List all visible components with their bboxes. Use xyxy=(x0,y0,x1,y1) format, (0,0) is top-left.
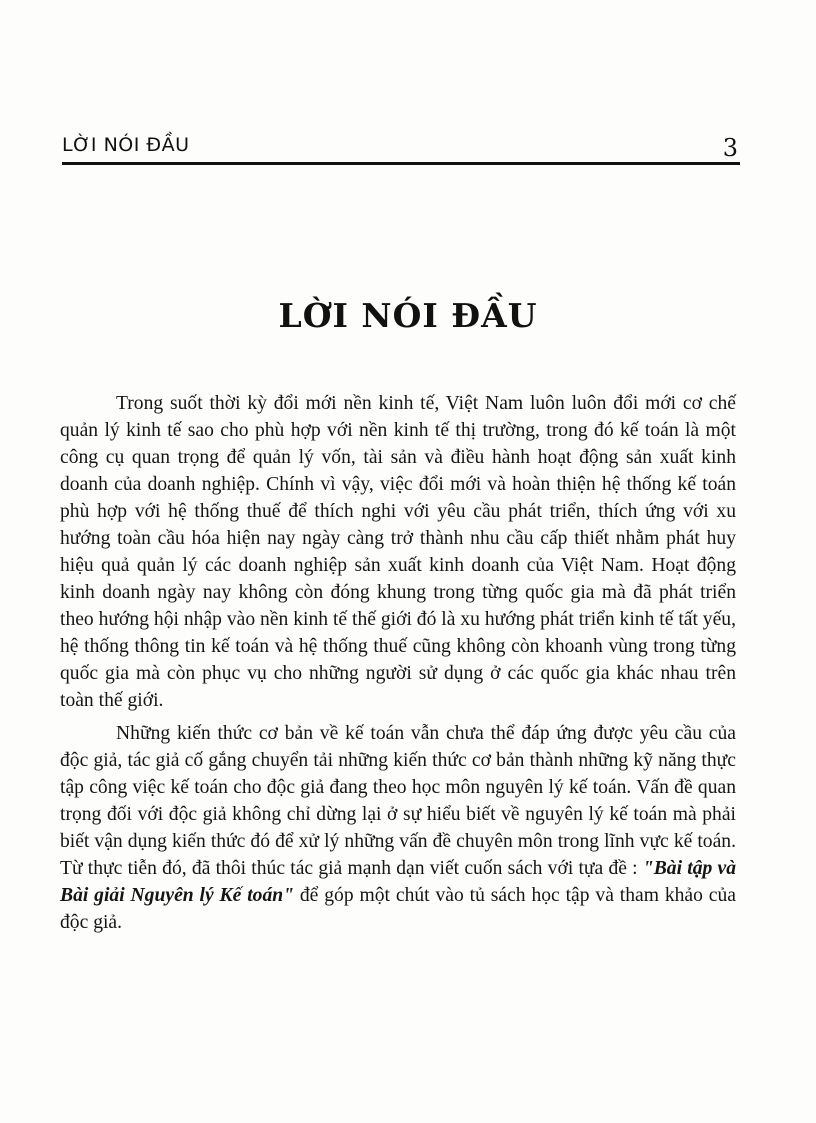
book-title: "Bài tập và Bài giải Nguyên lý Kế toán" xyxy=(60,858,736,906)
page-number: 3 xyxy=(722,134,738,162)
running-header xyxy=(62,128,742,170)
running-header-title: LỜI NÓI ĐẦU xyxy=(62,134,190,156)
paragraph-1: Trong suốt thời kỳ đổi mới nền kinh tế, Việt Nam luôn luôn đổi mới cơ chế quản lý kinh tế sao cho phù hợp với nền kinh tế thị trường, trong đó kế toán là một công cụ quan trọng để quản lý vốn, tài sản và điều hành hoạt động sản xuất kinh doanh của doanh nghiệp. Chính vì vậy, việc đổi mới và hoàn thiện hệ thống kế toán phù hợp với hệ thống thuế để thích nghi với yêu cầu phát triển, thích ứng với xu hướng toàn cầu hóa hiện nay ngày càng trở thành nhu cầu cấp thiết nhằm phát huy hiệu quả quản lý các doanh nghiệp sản xuất kinh doanh của Việt Nam. Hoạt động kinh doanh ngày nay không còn đóng khung trong từng quốc gia mà đã phát triển theo hướng hội nhập vào nền kinh tế thế giới đó là xu hướng phát triển kinh tế tất yếu, hệ thống thông tin kế toán và hệ thống thuế cũng không còn khoanh vùng trong từng quốc gia mà còn phục vụ cho những người sử dụng ở các quốc gia khác nhau trên toàn thế giới. xyxy=(60,393,736,711)
paragraph-2-text-after: để góp một chút vào tủ sách học tập và tham khảo của độc giả. xyxy=(60,885,736,933)
body-text xyxy=(60,390,736,936)
header-rule xyxy=(62,162,740,165)
chapter-title: LỜI NÓI ĐẦU xyxy=(278,296,538,335)
paragraph-2 xyxy=(60,720,736,936)
paragraph-2-text-before: Những kiến thức cơ bản về kế toán vẫn chưa thể đáp ứng được yêu cầu của độc giả, tác giả cố gắng chuyển tải những kiến thức cơ bản thành những kỹ năng thực tập công việc kế toán cho độc giả đang theo học môn nguyên lý kế toán. Vấn đề quan trọng đối với độc giả không chỉ dừng lại ở sự hiểu biết về nguyên lý kế toán mà phải biết vận dụng kiến thức đó để xử lý những vấn đề chuyên môn trong lĩnh vực kế toán. Từ thực tiễn đó, đã thôi thúc tác giả mạnh dạn viết cuốn sách với tựa đề : xyxy=(60,723,736,879)
